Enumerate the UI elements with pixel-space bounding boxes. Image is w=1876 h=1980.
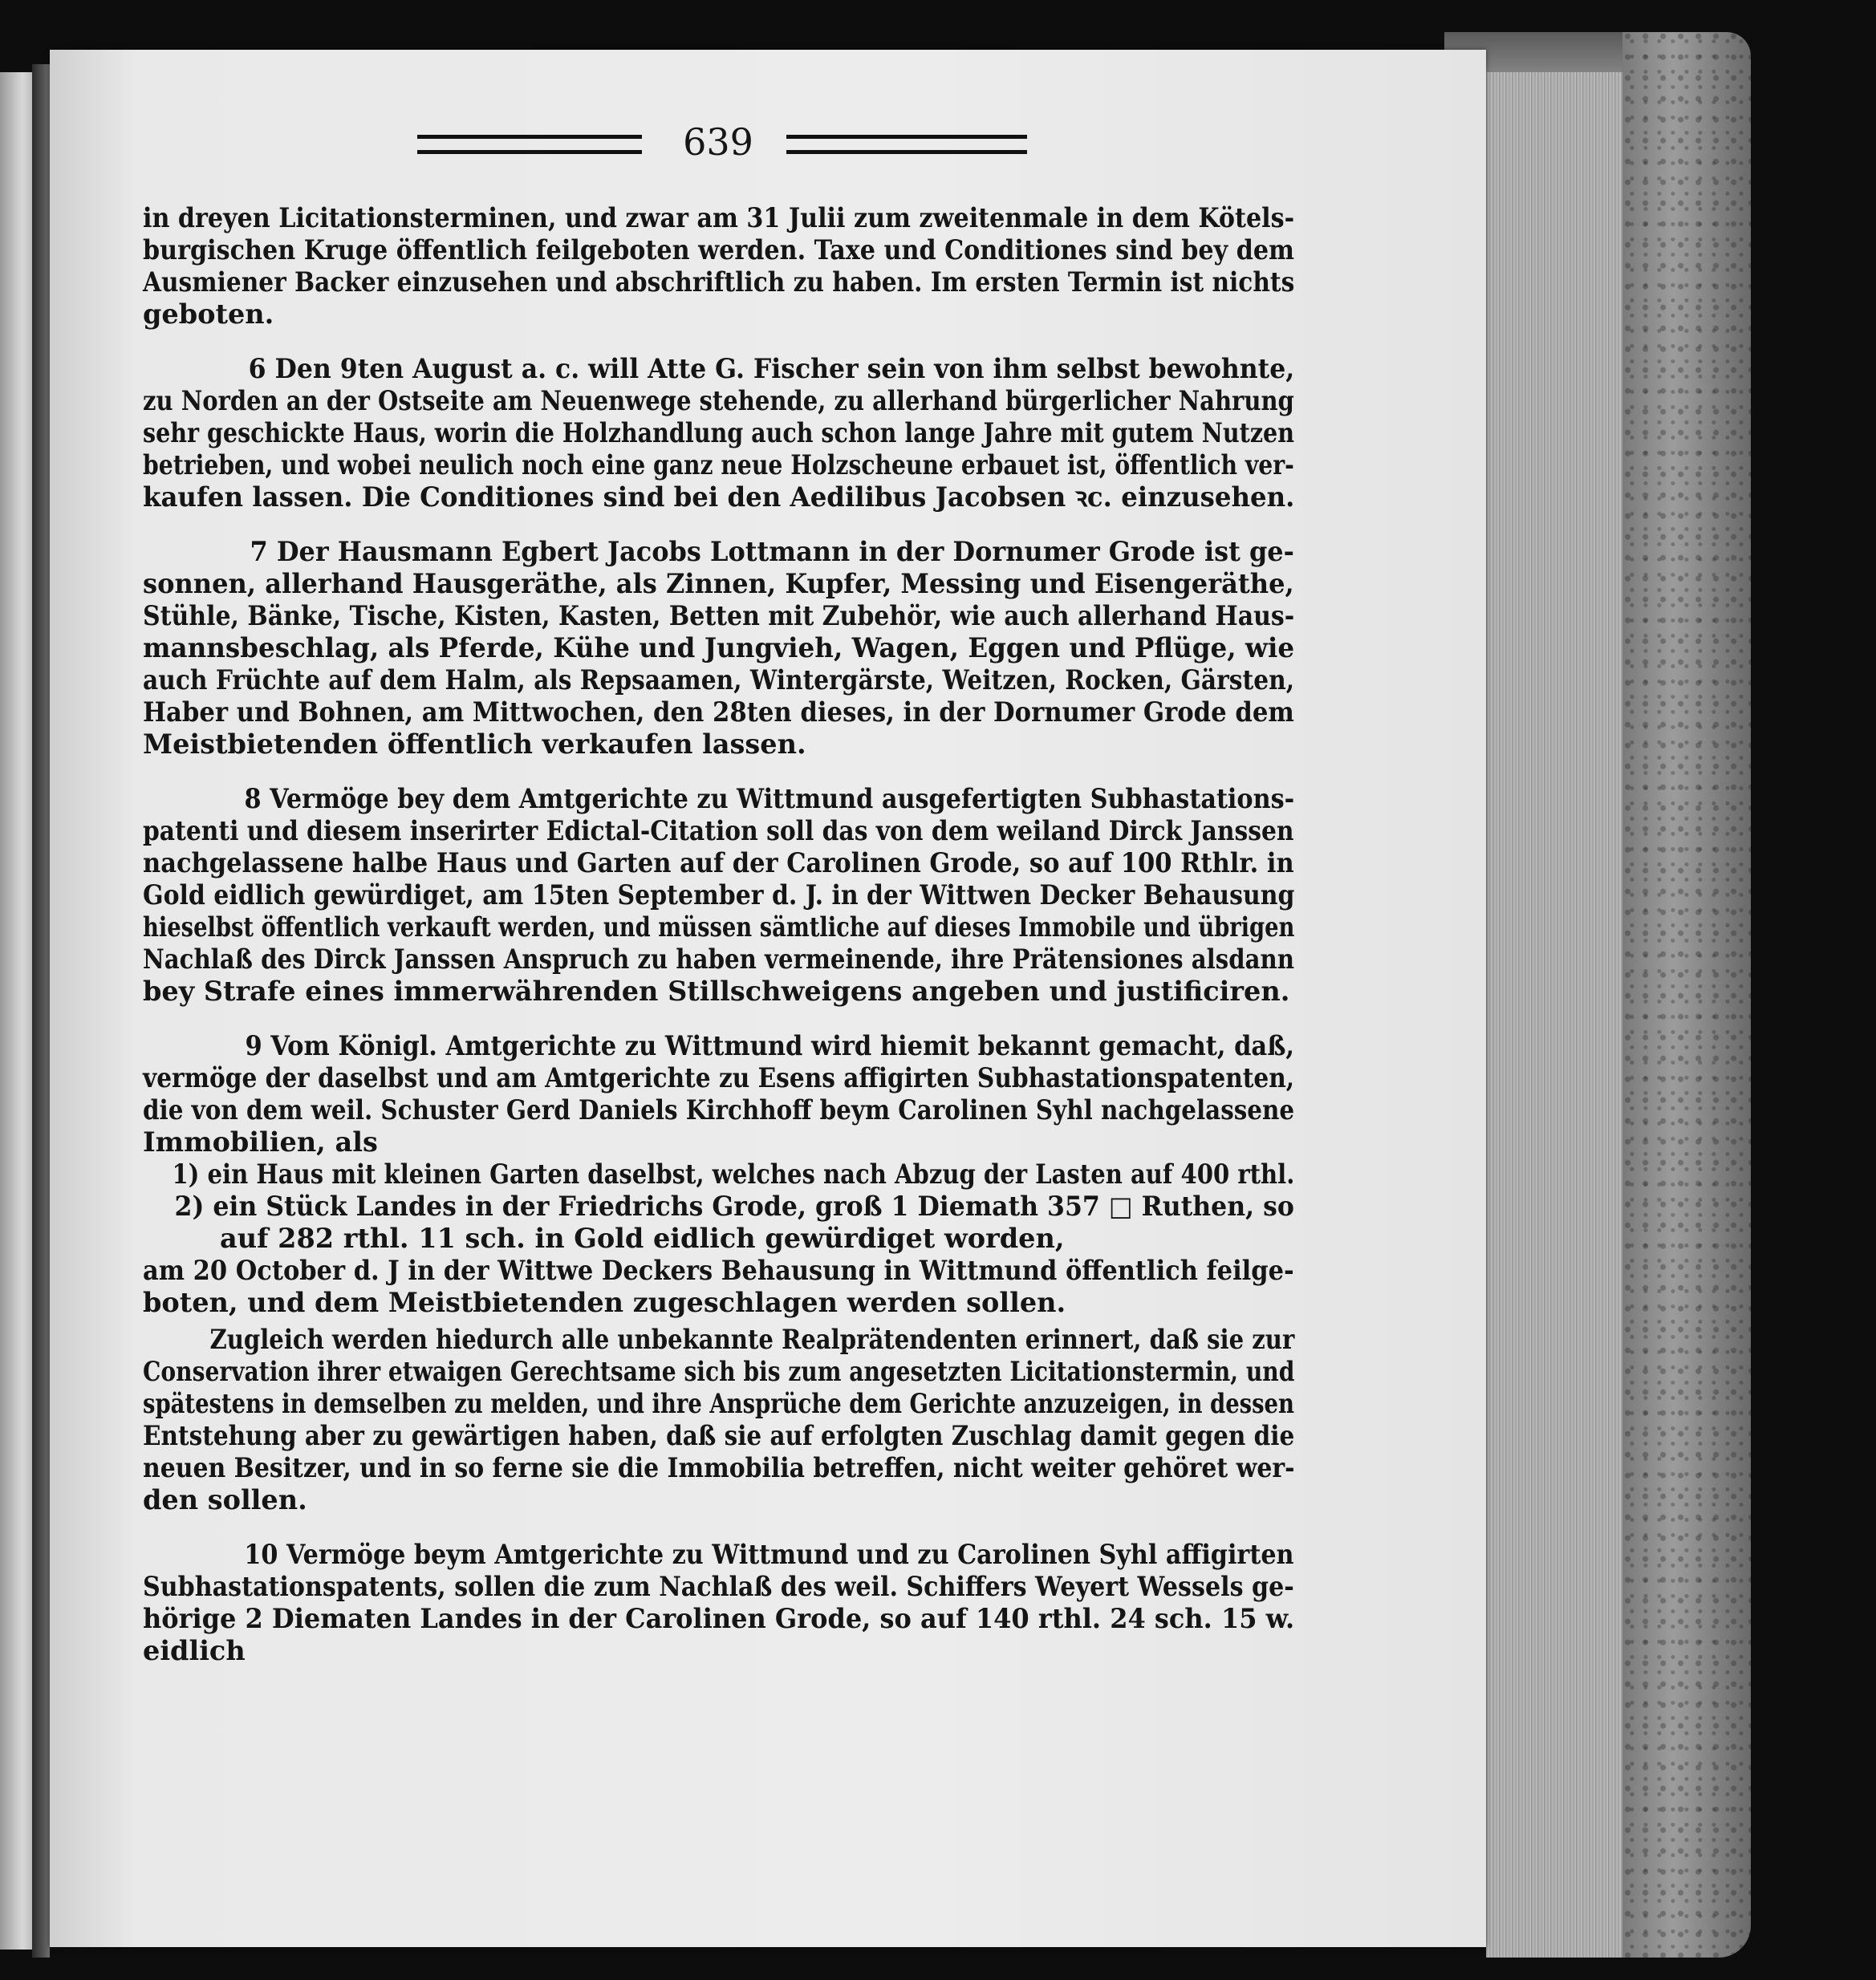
text-line: 6 Den 9ten August a. c. will Atte G. Fischer sein von ihm selbst bewohnte, xyxy=(248,353,1295,384)
catchword: eidlich xyxy=(143,1635,246,1666)
text-line: 9 Vom Königl. Amtgerichte zu Wittmund wird hiemit bekannt gemacht, daß, xyxy=(245,1030,1295,1061)
text-line: Nachlaß des Dirck Janssen Anspruch zu haben vermeinende, ihre Prätensiones alsdann xyxy=(143,943,1295,975)
text-line: zu Norden an der Ostseite am Neuenwege stehende, zu allerhand bürgerlicher Nahrung xyxy=(143,385,1294,416)
page-header xyxy=(417,120,1027,176)
text-line: bey Strafe eines immerwährenden Stillschweigens angeben und justificiren. xyxy=(143,976,1290,1007)
text-line: geboten. xyxy=(143,298,274,330)
text-line: Entstehung aber zu gewärtigen haben, daß sie auf erfolgten Zuschlag damit gegen die xyxy=(143,1420,1295,1451)
text-line: vermöge der daselbst und am Amtgerichte zu Esens affigirten Subhastationspatenten, xyxy=(143,1062,1295,1093)
notice-10 xyxy=(143,1539,1294,1667)
notice-7 xyxy=(143,536,1294,761)
text-line: 8 Vermöge bey dem Amtgerichte zu Wittmund ausgefertigten Subhastations- xyxy=(244,783,1295,814)
text-line: neuen Besitzer, und in so ferne sie die Immobilia betreffen, nicht weiter gehöret wer- xyxy=(143,1452,1295,1483)
list-item: 2) ein Stück Landes in der Friedrichs Grode, groß 1 Diemath 357 □ Ruthen, so xyxy=(174,1191,1294,1222)
text-line: in dreyen Licitationsterminen, und zwar am 31 Julii zum zweitenmale in dem Kötels- xyxy=(143,202,1295,233)
page-number: 639 xyxy=(683,120,753,164)
left-page-edge xyxy=(0,72,32,1950)
text-line: kaufen lassen. Die Conditiones sind bei den Aedilibus Jacobsen ꝛc. einzusehen. xyxy=(143,481,1295,513)
text-line: Conservation ihrer etwaigen Gerechtsame sich bis zum angesetzten Licitationstermin, und xyxy=(143,1356,1295,1387)
book-cover xyxy=(1622,32,1751,1958)
text-line: am 20 October d. J in der Wittwe Deckers Behausung in Wittmund öffentlich feilge- xyxy=(143,1255,1294,1286)
text-line: Haber und Bohnen, am Mittwochen, den 28ten dieses, in der Dornumer Grode dem xyxy=(143,696,1294,728)
list-item: 1) ein Haus mit kleinen Garten daselbst, welches nach Abzug der Lasten auf 400 rthl. xyxy=(172,1158,1295,1190)
text-line: hieselbst öffentlich verkauft werden, und müssen sämtliche auf dieses Immobile und übrigen xyxy=(143,911,1295,943)
text-line: Ausmiener Backer einzusehen und abschriftlich zu haben. Im ersten Termin ist nichts xyxy=(143,266,1295,298)
text-line: den sollen. xyxy=(143,1484,307,1515)
notice-8 xyxy=(143,783,1294,1008)
text-line: hörige 2 Diematen Landes in der Carolinen Grode, so auf 140 rthl. 24 sch. 15 w. xyxy=(143,1603,1295,1634)
notice-9-addendum xyxy=(143,1324,1294,1516)
text-line: auch Früchte auf dem Halm, als Repsaamen, Wintergärste, Weitzen, Rocken, Gärsten, xyxy=(143,664,1295,696)
text-line: sehr geschickte Haus, worin die Holzhandlung auch schon lange Jahre mit gutem Nutzen xyxy=(143,417,1294,448)
text-line: sonnen, allerhand Hausgeräthe, als Zinnen, Kupfer, Messing und Eisengeräthe, xyxy=(143,568,1294,599)
page-fore-edge xyxy=(1486,72,1622,1958)
text-line: die von dem weil. Schuster Gerd Daniels Kirchhoff beym Carolinen Syhl nachgelassene xyxy=(143,1094,1295,1126)
text-line: Stühle, Bänke, Tische, Kisten, Kasten, Betten mit Zubehör, wie auch allerhand Haus- xyxy=(143,600,1295,631)
text-line: Zugleich werden hiedurch alle unbekannte Realprätendenten erinnert, daß sie zur xyxy=(209,1324,1295,1355)
text-line: 10 Vermöge beym Amtgerichte zu Wittmund und zu Carolinen Syhl affigirten xyxy=(244,1539,1294,1570)
body-text xyxy=(143,202,1294,1667)
paragraph-continuation xyxy=(143,202,1294,331)
text-line: spätestens in demselben zu melden, und ihre Ansprüche dem Gerichte anzuzeigen, in dessen xyxy=(143,1388,1294,1419)
text-line: betrieben, und wobei neulich noch eine ganz neue Holzscheune erbauet ist, öffentlich ver- xyxy=(143,449,1294,481)
text-line: nachgelassene halbe Haus und Garten auf der Carolinen Grode, so auf 100 Rthlr. in xyxy=(143,847,1294,878)
notice-6 xyxy=(143,353,1294,513)
text-line: Meistbietenden öffentlich verkaufen lassen. xyxy=(143,728,806,760)
text-line: Immobilien, als xyxy=(143,1126,378,1158)
text-line: patenti und diesem inserirter Edictal-Citation soll das von dem weiland Dirck Janssen xyxy=(143,815,1294,846)
text-line: burgischen Kruge öffentlich feilgeboten werden. Taxe und Conditiones sind bey dem xyxy=(143,234,1295,266)
text-line: boten, und dem Meistbietenden zugeschlagen werden sollen. xyxy=(143,1287,1066,1318)
text-line: Subhastationspatents, sollen die zum Nachlaß des weil. Schiffers Weyert Wessels ge- xyxy=(143,1571,1294,1602)
book-gutter xyxy=(32,64,50,1958)
header-rule-left xyxy=(417,135,642,154)
text-line: mannsbeschlag, als Pferde, Kühe und Jungvieh, Wagen, Eggen und Pflüge, wie xyxy=(143,632,1295,663)
text-line: Gold eidlich gewürdiget, am 15ten September d. J. in der Wittwen Decker Behausung xyxy=(143,879,1295,911)
text-line: 7 Der Hausmann Egbert Jacobs Lottmann in der Dornumer Grode ist ge- xyxy=(250,536,1294,567)
list-item-continuation: auf 282 rthl. 11 sch. in Gold eidlich gewürdiget worden, xyxy=(220,1223,1065,1254)
header-rule-right xyxy=(786,135,1027,154)
notice-9 xyxy=(143,1030,1294,1319)
